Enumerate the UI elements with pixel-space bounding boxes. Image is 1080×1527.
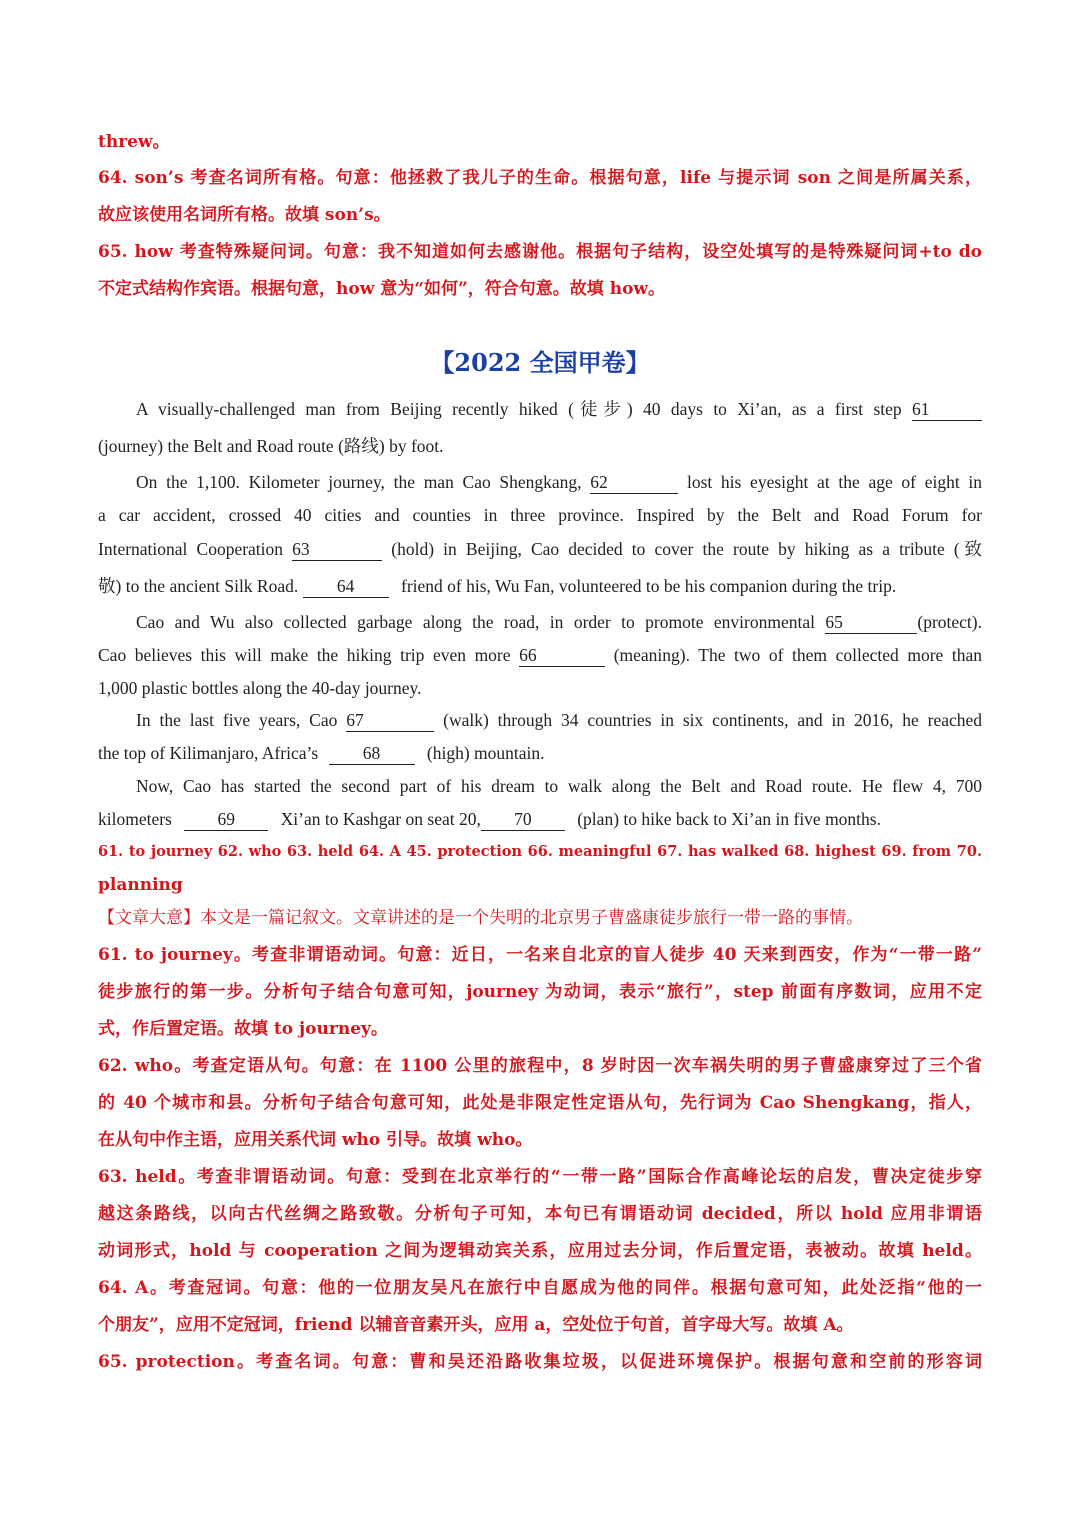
blank-61: 61	[912, 398, 982, 421]
blank-62: 62	[590, 471, 678, 494]
explanation-line: 徒步旅行的第一步。分析句子结合句意可知，journey 为动词，表示“旅行”，step 前面有序数词，应用不定	[98, 982, 982, 1002]
blank-66: 66	[519, 644, 605, 667]
explanation-line: 越这条路线，以向古代丝绸之路致敬。分析句子可知，本句已有谓语动词 decided，所以 hold 应用非谓语	[98, 1204, 982, 1224]
answer-line: 64. son’s 考查名词所有格。句意：他拯救了我儿子的生命。根据句意，life 与提示词 son 之间是所属关系，	[98, 168, 982, 188]
passage-line: the top of Kilimanjaro, Africa’s 68 (high) mountain.	[98, 743, 545, 763]
explanation-line: 动词形式，hold 与 cooperation 之间为逻辑动宾关系，应用过去分词，作后置定语，表被动。故填 held。	[98, 1241, 982, 1261]
explanation-line: 64. A。考查冠词。句意：他的一位朋友吴凡在旅行中自愿成为他的同伴。根据句意可知，此处泛指“他的一	[98, 1278, 982, 1298]
section-heading: 【2022 全国甲卷】	[430, 348, 650, 377]
passage-line: Cao believes this will make the hiking trip even more 66 (meaning). The two of them collected more than	[98, 645, 982, 665]
explanation-line: 61. to journey。考查非谓语动词。句意：近日，一名来自北京的盲人徒步 40 天来到西安，作为“一带一路”	[98, 945, 982, 965]
answer-key-line: 61. to journey 62. who 63. held 64. A 45. protection 66. meaningful 67. has walked 68. highest 69. from 70.	[98, 843, 982, 860]
blank-64: 64	[303, 575, 389, 598]
explanation-line: 式，作后置定语。故填 to journey。	[98, 1019, 388, 1039]
article-summary: 【文章大意】本文是一篇记叙文。文章讲述的是一个失明的北京男子曹盛康徒步旅行一带一路的事情。	[98, 908, 863, 928]
explanation-line: 63. held。考查非谓语动词。句意：受到在北京举行的“一带一路”国际合作高峰论坛的启发，曹决定徒步穿	[98, 1167, 982, 1187]
explanation-line: 62. who。考查定语从句。句意：在 1100 公里的旅程中，8 岁时因一次车祸失明的男子曹盛康穿过了三个省	[98, 1056, 982, 1076]
answer-key-line: planning	[98, 875, 183, 895]
passage-line: a car accident, crossed 40 cities and counties in three province. Inspired by the Belt and Road Forum for	[98, 505, 982, 525]
explanation-line: 个朋友”，应用不定冠词，friend 以辅音音素开头，应用 a，空处位于句首，首字母大写。故填 A。	[98, 1315, 854, 1335]
blank-65: 65	[825, 611, 917, 634]
passage-line: Now, Cao has started the second part of his dream to walk along the Belt and Road route. He flew 4, 700	[136, 776, 982, 796]
blank-67: 67	[346, 709, 434, 732]
blank-70: 70	[481, 808, 565, 831]
blank-63: 63	[292, 538, 382, 561]
answer-line: 故应该使用名词所有格。故填 son’s。	[98, 205, 391, 225]
passage-line: Cao and Wu also collected garbage along the road, in order to promote environmental 65 (protect).	[136, 612, 982, 632]
passage-line: kilometers 69 Xi’an to Kashgar on seat 20, 70 (plan) to hike back to Xi’an in five months.	[98, 809, 881, 829]
passage-line: 1,000 plastic bottles along the 40-day journey.	[98, 678, 422, 698]
passage-line: (journey) the Belt and Road route (路线) by foot.	[98, 436, 444, 456]
answer-line: 65. how 考查特殊疑问词。句意：我不知道如何去感谢他。根据句子结构，设空处填写的是特殊疑问词+to do	[98, 242, 982, 262]
passage-line: International Cooperation 63 (hold) in Beijing, Cao decided to cover the route by hiking as a tribute (致	[98, 539, 983, 559]
explanation-line: 的 40 个城市和县。分析句子结合句意可知，此处是非限定性定语从句，先行词为 Cao Shengkang，指人，	[98, 1093, 982, 1113]
passage-line: On the 1,100. Kilometer journey, the man Cao Shengkang, 62 lost his eyesight at the age of eight in	[136, 472, 982, 492]
explanation-line: 65. protection。考查名词。句意：曹和吴还沿路收集垃圾，以促进环境保护。根据句意和空前的形容词	[98, 1352, 982, 1372]
passage-line: In the last five years, Cao 67 (walk) through 34 countries in six continents, and in 2016, he reached	[136, 710, 983, 730]
blank-68: 68	[329, 742, 415, 765]
passage-line: A visually-challenged man from Beijing recently hiked (徒步) 40 days to Xi’an, as a first step 61	[136, 396, 982, 422]
answer-line: 不定式结构作宾语。根据句意，how 意为“如何”，符合句意。故填 how。	[98, 279, 666, 299]
explanation-line: 在从句中作主语，应用关系代词 who 引导。故填 who。	[98, 1130, 533, 1150]
passage-line: 敬) to the ancient Silk Road. 64 friend of his, Wu Fan, volunteered to be his companion during the trip.	[98, 576, 897, 596]
blank-69: 69	[184, 808, 268, 831]
answer-line: threw。	[98, 132, 170, 152]
